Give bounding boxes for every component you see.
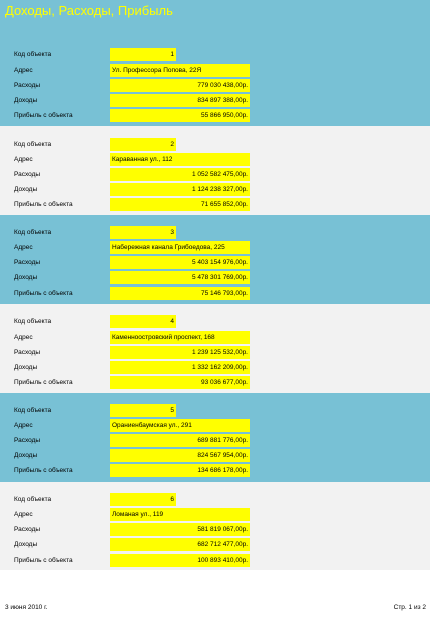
label-address: Адрес	[14, 334, 33, 341]
object-address: Караванная ул., 112	[110, 153, 250, 166]
label-code: Код объекта	[14, 141, 52, 148]
label-profit: Прибыль с объекта	[14, 379, 73, 386]
record-6	[0, 482, 430, 570]
object-profit: 75 146 793,00р.	[110, 287, 250, 300]
label-profit: Прибыль с объекта	[14, 201, 73, 208]
object-income: 682 712 477,00р.	[110, 538, 250, 551]
label-expenses: Расходы	[14, 259, 41, 266]
record-5	[0, 393, 430, 482]
object-code: 4	[110, 315, 176, 328]
object-address: Ул. Профессора Попова, 22Я	[110, 64, 250, 77]
object-profit: 100 893 410,00р.	[110, 554, 250, 567]
record-2	[0, 126, 430, 215]
object-address: Ломаная ул., 119	[110, 508, 250, 521]
label-address: Адрес	[14, 422, 33, 429]
object-income: 824 567 954,00р.	[110, 449, 250, 462]
object-income: 5 478 301 769,00р.	[110, 271, 250, 284]
object-address: Каменноостровский проспект, 168	[110, 331, 250, 344]
label-profit: Прибыль с объекта	[14, 467, 73, 474]
report-header	[0, 0, 430, 37]
label-profit: Прибыль с объекта	[14, 557, 73, 564]
report-title: Доходы, Расходы, Прибыль	[5, 3, 173, 18]
label-income: Доходы	[14, 541, 38, 548]
label-code: Код объекта	[14, 51, 52, 58]
footer-page-number: Стр. 1 из 2	[393, 604, 426, 611]
label-profit: Прибыль с объекта	[14, 290, 73, 297]
object-code: 3	[110, 226, 176, 239]
record-3	[0, 215, 430, 304]
label-expenses: Расходы	[14, 82, 41, 89]
label-address: Адрес	[14, 156, 33, 163]
object-profit: 71 655 852,00р.	[110, 198, 250, 211]
footer-date: 3 июня 2010 г.	[5, 604, 48, 611]
record-4	[0, 304, 430, 393]
label-code: Код объекта	[14, 407, 52, 414]
object-profit: 55 866 950,00р.	[110, 109, 250, 122]
label-expenses: Расходы	[14, 349, 41, 356]
object-code: 6	[110, 493, 176, 506]
object-income: 1 124 238 327,00р.	[110, 183, 250, 196]
object-profit: 93 036 677,00р.	[110, 376, 250, 389]
label-income: Доходы	[14, 452, 38, 459]
label-address: Адрес	[14, 244, 33, 251]
label-address: Адрес	[14, 67, 33, 74]
object-expenses: 581 819 067,00р.	[110, 523, 250, 536]
object-income: 1 332 162 209,00р.	[110, 361, 250, 374]
label-expenses: Расходы	[14, 437, 41, 444]
label-income: Доходы	[14, 364, 38, 371]
label-expenses: Расходы	[14, 171, 41, 178]
object-profit: 134 686 178,00р.	[110, 464, 250, 477]
object-code: 5	[110, 404, 176, 417]
record-1	[0, 37, 430, 126]
label-income: Доходы	[14, 186, 38, 193]
label-income: Доходы	[14, 97, 38, 104]
object-expenses: 1 052 582 475,00р.	[110, 168, 250, 181]
label-address: Адрес	[14, 511, 33, 518]
label-profit: Прибыль с объекта	[14, 112, 73, 119]
object-income: 834 897 388,00р.	[110, 94, 250, 107]
object-code: 2	[110, 138, 176, 151]
object-address: Ораниенбаумская ул., 291	[110, 419, 250, 432]
label-income: Доходы	[14, 274, 38, 281]
object-expenses: 5 403 154 976,00р.	[110, 256, 250, 269]
object-code: 1	[110, 48, 176, 61]
label-code: Код объекта	[14, 229, 52, 236]
label-expenses: Расходы	[14, 526, 41, 533]
object-expenses: 689 881 776,00р.	[110, 434, 250, 447]
object-expenses: 779 030 438,00р.	[110, 79, 250, 92]
label-code: Код объекта	[14, 318, 52, 325]
object-expenses: 1 239 125 532,00р.	[110, 346, 250, 359]
object-address: Набережная канала Грибоедова, 225	[110, 241, 250, 254]
label-code: Код объекта	[14, 496, 52, 503]
